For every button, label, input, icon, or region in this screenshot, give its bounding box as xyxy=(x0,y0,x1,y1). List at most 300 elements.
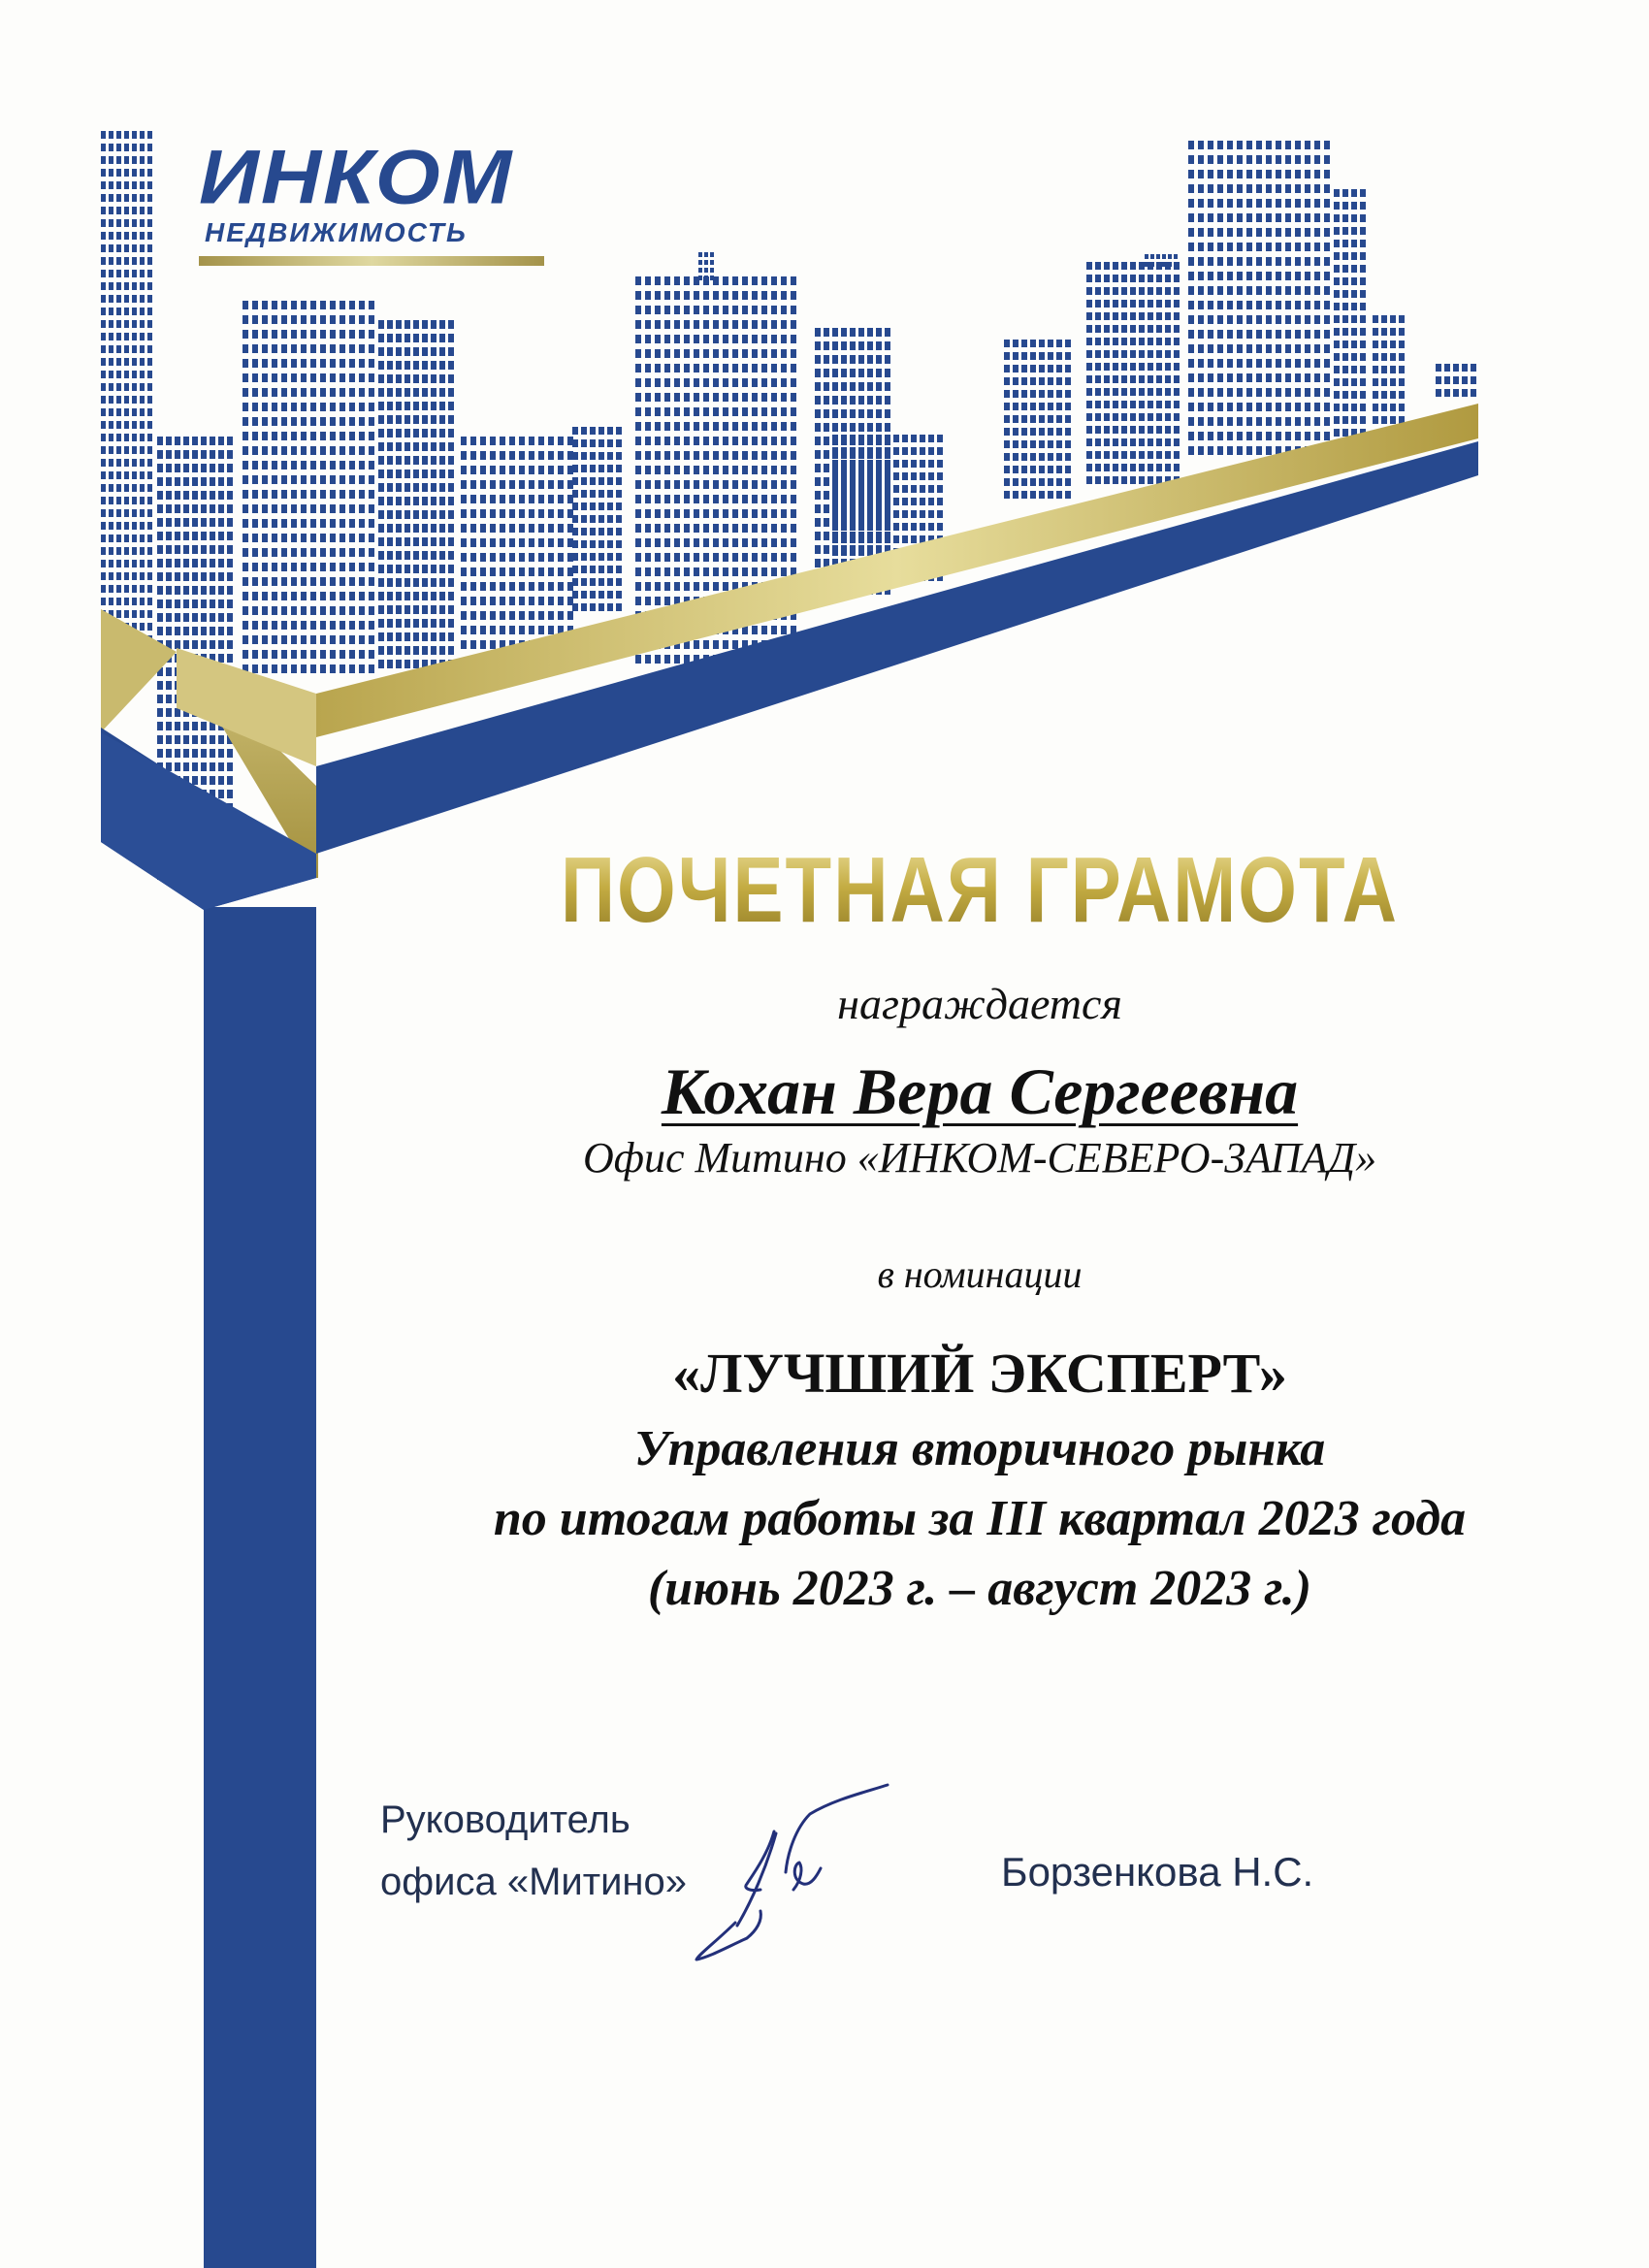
building-window xyxy=(1139,464,1145,471)
building-window xyxy=(480,611,486,620)
building-window xyxy=(1162,254,1166,259)
building-window xyxy=(404,334,410,342)
building-window xyxy=(850,510,856,518)
building-window xyxy=(291,519,297,528)
building-window xyxy=(101,535,106,542)
building-window xyxy=(572,452,578,460)
building-window xyxy=(791,553,796,562)
building-window xyxy=(252,373,258,382)
building-window xyxy=(710,260,714,265)
building-window xyxy=(301,650,307,659)
building-window xyxy=(1390,340,1396,348)
building-window xyxy=(850,409,856,418)
building-window xyxy=(124,232,129,240)
building-window xyxy=(262,344,268,353)
building-window xyxy=(140,181,145,189)
building-window xyxy=(262,563,268,571)
building-window xyxy=(201,572,207,581)
building-window xyxy=(655,582,661,591)
building-window xyxy=(320,534,326,542)
building-window xyxy=(201,532,207,540)
building-window xyxy=(147,156,152,164)
building-window xyxy=(1314,184,1320,193)
building-window xyxy=(116,497,121,504)
building-window xyxy=(396,374,402,383)
building-window xyxy=(876,423,882,432)
building-window xyxy=(1113,476,1118,484)
building-window xyxy=(1013,478,1018,486)
building-window xyxy=(723,567,728,576)
building-window xyxy=(1174,413,1180,421)
building-window xyxy=(538,495,544,503)
building-window xyxy=(824,545,829,554)
building-window xyxy=(272,461,277,470)
building-window xyxy=(1324,141,1330,149)
building-window xyxy=(902,498,908,505)
building-window xyxy=(147,144,152,151)
building-window xyxy=(1174,254,1178,259)
building-window xyxy=(480,451,486,460)
building-window xyxy=(674,655,680,664)
building-window xyxy=(310,592,316,600)
building-window xyxy=(1246,301,1252,309)
building-window xyxy=(590,553,596,561)
building-window xyxy=(850,328,856,337)
building-window xyxy=(140,219,145,227)
building-window xyxy=(548,597,554,605)
building-window xyxy=(166,749,172,758)
building-window xyxy=(1065,352,1071,360)
building-window xyxy=(1256,344,1262,353)
building-window xyxy=(404,456,410,465)
building-window xyxy=(192,722,198,730)
building-window xyxy=(1266,199,1272,208)
building-window xyxy=(771,378,777,387)
building-window xyxy=(1227,315,1233,324)
building-window xyxy=(140,244,145,252)
building-window xyxy=(1139,338,1145,345)
building-window xyxy=(928,510,934,518)
building-window xyxy=(876,498,882,505)
building-window xyxy=(1165,312,1171,320)
building-window xyxy=(387,415,393,424)
building-window xyxy=(310,301,316,309)
building-window xyxy=(1314,388,1320,397)
building-window xyxy=(928,498,934,505)
building-window xyxy=(1150,254,1154,259)
building-window xyxy=(1056,491,1062,499)
building-window xyxy=(109,585,113,593)
building-window xyxy=(1217,170,1223,178)
building-window xyxy=(291,373,297,382)
building-window xyxy=(262,301,268,309)
building-window xyxy=(1021,390,1027,398)
awarded-text: награждается xyxy=(837,979,1122,1028)
building-window xyxy=(281,490,287,499)
building-window xyxy=(218,504,224,513)
building-window xyxy=(509,597,515,605)
building-window xyxy=(330,475,336,484)
building-window xyxy=(664,378,670,387)
building-window xyxy=(1139,275,1145,282)
building-window xyxy=(1266,170,1272,178)
building-window xyxy=(1039,466,1045,473)
building-window xyxy=(1246,373,1252,382)
building-window xyxy=(752,451,758,460)
nomination-title: «ЛУЧШИЙ ЭКСПЕРТ» xyxy=(672,1342,1287,1405)
nomination-line-1: Управления вторичного рынка xyxy=(633,1421,1326,1476)
building-window xyxy=(1208,315,1213,324)
building-window xyxy=(1285,417,1291,426)
building-window xyxy=(281,592,287,600)
building-window xyxy=(1095,451,1101,459)
recipient-name-text: Кохан Вера Сергеевна xyxy=(661,1054,1299,1128)
building-window xyxy=(841,369,847,377)
building-window xyxy=(832,447,838,455)
building-window xyxy=(166,450,172,459)
building-window xyxy=(1285,199,1291,208)
building-window xyxy=(1285,213,1291,222)
building-window xyxy=(911,523,917,531)
building-window xyxy=(694,524,699,533)
building-window xyxy=(645,582,651,591)
building-window xyxy=(101,585,106,593)
building-window xyxy=(1462,376,1468,384)
building-window xyxy=(281,432,287,440)
building-window xyxy=(1351,340,1357,348)
building-window xyxy=(655,320,661,329)
building-window xyxy=(132,434,137,441)
building-window xyxy=(703,320,709,329)
building-window xyxy=(684,538,690,547)
building-window xyxy=(349,490,355,499)
building-window xyxy=(713,378,719,387)
building-window xyxy=(1217,257,1223,266)
building-window xyxy=(132,270,137,277)
building-window xyxy=(1246,141,1252,149)
building-window xyxy=(413,592,419,600)
building-window xyxy=(703,335,709,343)
building-window xyxy=(124,169,129,177)
building-window xyxy=(713,335,719,343)
building-window xyxy=(252,635,258,644)
building-window xyxy=(1013,390,1018,398)
building-window xyxy=(310,330,316,339)
building-window xyxy=(448,456,454,465)
building-window xyxy=(480,538,486,547)
building-window xyxy=(404,429,410,437)
building-window xyxy=(101,345,106,353)
building-window xyxy=(616,540,622,548)
building-window xyxy=(684,393,690,402)
building-window xyxy=(291,301,297,309)
building-window xyxy=(1039,390,1045,398)
building-window xyxy=(616,465,622,472)
building-window xyxy=(291,446,297,455)
building-window xyxy=(101,446,106,454)
building-window xyxy=(369,461,374,470)
building-window xyxy=(1198,199,1204,208)
building-window xyxy=(183,749,189,758)
building-window xyxy=(1453,364,1459,372)
building-window xyxy=(140,131,145,139)
building-window xyxy=(1156,464,1162,471)
building-window xyxy=(1148,401,1153,408)
building-window xyxy=(1453,389,1459,397)
building-window xyxy=(607,566,613,573)
building-window xyxy=(340,534,345,542)
building-window xyxy=(210,762,215,771)
building-window xyxy=(378,537,384,546)
building-window xyxy=(1399,353,1405,361)
building-window xyxy=(1285,286,1291,295)
building-window xyxy=(1139,325,1145,333)
building-window xyxy=(1256,388,1262,397)
building-window xyxy=(210,464,215,472)
building-window xyxy=(1246,155,1252,164)
building-window xyxy=(404,565,410,573)
building-window xyxy=(461,495,467,503)
building-window xyxy=(1444,364,1450,372)
building-window xyxy=(1237,330,1243,339)
building-window xyxy=(664,276,670,285)
building-window xyxy=(1266,155,1272,164)
building-window xyxy=(1462,364,1468,372)
building-window xyxy=(242,621,248,630)
building-window xyxy=(598,439,604,447)
building-window xyxy=(791,335,796,343)
building-window xyxy=(147,232,152,240)
building-window xyxy=(147,459,152,467)
building-window xyxy=(320,592,326,600)
building-window xyxy=(1130,300,1136,308)
building-window xyxy=(461,640,467,649)
building-window xyxy=(742,437,748,445)
building-window xyxy=(369,606,374,615)
building-window xyxy=(791,466,796,474)
building-window xyxy=(490,611,496,620)
building-window xyxy=(885,535,890,543)
building-window xyxy=(791,407,796,416)
building-window xyxy=(832,485,838,493)
building-window xyxy=(752,306,758,314)
building-window xyxy=(124,522,129,530)
building-window xyxy=(310,432,316,440)
building-window xyxy=(1436,376,1441,384)
building-window xyxy=(101,194,106,202)
building-window xyxy=(132,144,137,151)
building-window xyxy=(771,320,777,329)
building-window xyxy=(272,373,277,382)
building-window xyxy=(359,534,365,542)
building-window xyxy=(116,459,121,467)
building-window xyxy=(157,559,163,567)
building-window xyxy=(1295,432,1301,440)
building-window xyxy=(732,306,738,314)
building-window xyxy=(413,660,419,668)
building-window xyxy=(1276,403,1281,411)
building-window xyxy=(124,207,129,214)
building-window xyxy=(109,547,113,555)
building-window xyxy=(752,335,758,343)
building-window xyxy=(1130,388,1136,396)
building-window xyxy=(1285,373,1291,382)
building-window xyxy=(116,509,121,517)
building-window xyxy=(694,349,699,358)
building-window xyxy=(109,497,113,504)
building-window xyxy=(1156,375,1162,383)
building-window xyxy=(664,538,670,547)
building-window xyxy=(832,341,838,350)
building-window xyxy=(227,762,233,771)
building-window xyxy=(422,592,428,600)
building-window xyxy=(116,207,121,214)
building-window xyxy=(771,364,777,373)
building-window xyxy=(581,490,587,498)
building-window xyxy=(330,635,336,644)
building-window xyxy=(655,393,661,402)
building-window xyxy=(262,403,268,411)
building-window xyxy=(116,560,121,567)
building-window xyxy=(1139,401,1145,408)
building-window xyxy=(301,504,307,513)
building-window xyxy=(1381,328,1387,336)
building-window xyxy=(694,306,699,314)
building-window xyxy=(1004,365,1010,373)
building-window xyxy=(616,502,622,510)
building-window xyxy=(538,451,544,460)
building-window xyxy=(781,364,787,373)
building-window xyxy=(1217,301,1223,309)
building-window xyxy=(157,477,163,486)
building-window xyxy=(664,553,670,562)
building-window xyxy=(703,495,709,503)
building-window xyxy=(201,762,207,771)
building-window xyxy=(703,306,709,314)
building-window xyxy=(742,335,748,343)
building-window xyxy=(124,471,129,479)
building-window xyxy=(1276,388,1281,397)
building-window xyxy=(1266,446,1272,455)
building-window xyxy=(218,450,224,459)
building-window xyxy=(422,605,428,614)
building-window xyxy=(1030,377,1036,385)
building-window xyxy=(732,276,738,285)
building-window xyxy=(635,422,641,431)
building-window xyxy=(470,451,476,460)
building-window xyxy=(192,450,198,459)
building-window xyxy=(183,613,189,622)
building-window xyxy=(1390,404,1396,411)
building-window xyxy=(1399,328,1405,336)
building-window xyxy=(1314,344,1320,353)
building-window xyxy=(1156,451,1162,459)
building-window xyxy=(732,407,738,416)
building-window xyxy=(1188,199,1194,208)
building-window xyxy=(674,407,680,416)
building-window xyxy=(1295,359,1301,368)
building-window xyxy=(124,345,129,353)
building-window xyxy=(1021,466,1027,473)
building-window xyxy=(1145,254,1148,259)
building-window xyxy=(1285,388,1291,397)
building-window xyxy=(124,371,129,378)
building-window xyxy=(824,341,829,350)
building-window xyxy=(832,369,838,377)
building-window xyxy=(1130,451,1136,459)
building-window xyxy=(431,402,436,410)
building-window xyxy=(218,735,224,744)
building-window xyxy=(704,275,708,280)
building-window xyxy=(439,605,445,614)
building-window xyxy=(157,545,163,554)
building-window xyxy=(359,475,365,484)
building-window xyxy=(157,586,163,595)
building-window xyxy=(703,640,709,649)
blue-frame-vertical xyxy=(204,907,316,2268)
building-window xyxy=(902,460,908,468)
building-window xyxy=(1130,426,1136,434)
building-window xyxy=(448,402,454,410)
building-window xyxy=(1021,440,1027,448)
building-window xyxy=(1121,438,1127,446)
building-window xyxy=(281,461,287,470)
building-window xyxy=(664,335,670,343)
building-window xyxy=(369,577,374,586)
building-window xyxy=(140,509,145,517)
building-window xyxy=(252,534,258,542)
building-window xyxy=(1065,428,1071,436)
building-window xyxy=(1156,388,1162,396)
building-window xyxy=(140,358,145,366)
building-window xyxy=(781,407,787,416)
building-window xyxy=(590,603,596,611)
building-window xyxy=(581,465,587,472)
building-window xyxy=(1324,403,1330,411)
building-window xyxy=(1198,286,1204,295)
building-window xyxy=(349,519,355,528)
building-window xyxy=(1113,363,1118,371)
building-window xyxy=(911,472,917,480)
building-window xyxy=(242,519,248,528)
building-window xyxy=(422,470,428,478)
building-window xyxy=(1342,353,1348,361)
building-window xyxy=(1030,453,1036,461)
building-window xyxy=(509,524,515,533)
building-window xyxy=(291,606,297,615)
building-window xyxy=(713,509,719,518)
building-window xyxy=(1208,213,1213,222)
building-window xyxy=(761,407,767,416)
building-window xyxy=(422,442,428,451)
building-window xyxy=(655,466,661,474)
building-window xyxy=(548,480,554,489)
building-window xyxy=(272,592,277,600)
building-window xyxy=(841,447,847,455)
building-window xyxy=(674,495,680,503)
building-window xyxy=(116,383,121,391)
building-window xyxy=(310,403,316,411)
building-window xyxy=(1065,390,1071,398)
building-window xyxy=(616,477,622,485)
building-window xyxy=(572,553,578,561)
building-window xyxy=(1208,301,1213,309)
building-window xyxy=(841,523,847,531)
building-window xyxy=(387,565,393,573)
building-window xyxy=(1381,366,1387,373)
building-window xyxy=(140,396,145,404)
building-window xyxy=(1351,202,1357,210)
